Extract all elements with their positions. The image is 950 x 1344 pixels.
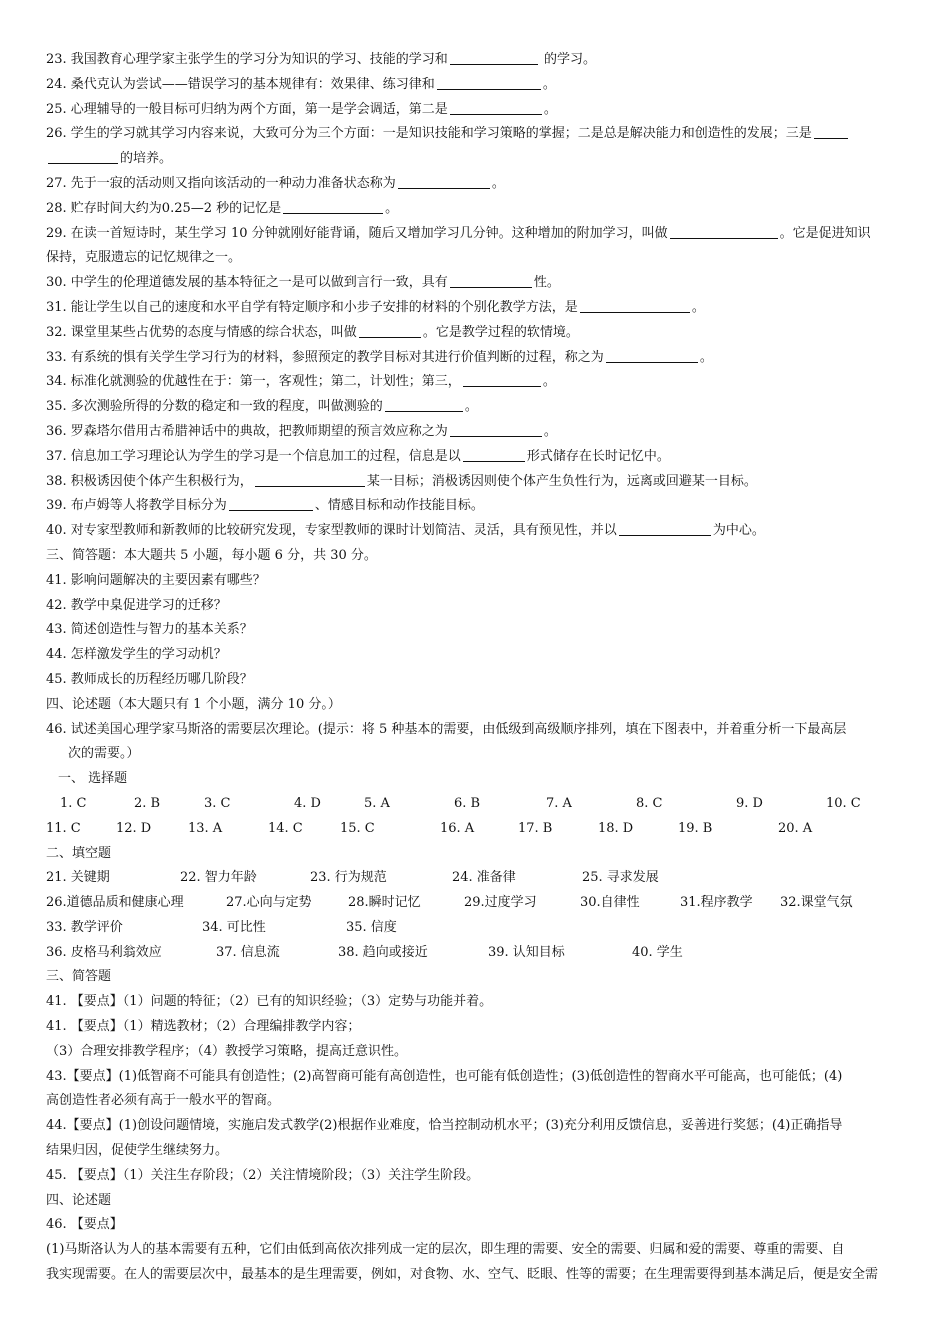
fill-answer: 25. 寻求发展 (582, 870, 659, 886)
section-title-essay: 四、论述题（本大题只有 1 个小题，满分 10 分。） (46, 696, 341, 712)
fill-answer: 37. 信息流 (216, 944, 280, 960)
fill-question-line (46, 519, 904, 544)
answer-blank (48, 149, 118, 164)
fill-answer: 40. 学生 (632, 944, 683, 960)
choice-answer: 6. B (454, 795, 481, 811)
answer-blank (359, 323, 421, 338)
choice-answer: 17. B (518, 820, 553, 836)
choice-answer: 8. C (636, 795, 663, 811)
fill-answer: 23. 行为规范 (310, 870, 387, 886)
answer-blank (463, 372, 541, 387)
answer-blank (450, 422, 542, 437)
fill-answer: 34. 可比性 (202, 919, 266, 935)
fill-answers-row-3 (46, 916, 904, 941)
question-text-suffix: 。 (542, 374, 556, 390)
answer-blank (229, 496, 313, 511)
fill-answer: 30.自律性 (580, 895, 640, 911)
choice-answer: 20. A (778, 820, 813, 836)
fill-question-line (46, 420, 904, 445)
choice-answer: 14. C (268, 820, 303, 836)
question-text-suffix: 。 (491, 175, 505, 191)
fill-question-line (46, 172, 904, 197)
choice-answers-row-1 (46, 792, 904, 817)
answer-section-fill-title: 二、填空题 (46, 845, 112, 861)
fill-in-questions (46, 48, 904, 544)
question-text-suffix: 。它是教学过程的软情境。 (422, 324, 579, 340)
fill-question-line (46, 370, 904, 395)
answer-blank (450, 50, 538, 65)
fill-question-line (46, 395, 904, 420)
choice-answer: 5. A (364, 795, 390, 811)
question-text-suffix: 形式储存在长时记忆中。 (526, 448, 670, 464)
question-text-suffix: 、情感目标和动作技能目标。 (314, 498, 484, 514)
question-text-suffix: 某一目标；消极诱因则使个体产生负性行为，远离或回避某一目标。 (366, 473, 757, 489)
question-text-suffix: 。 (691, 299, 705, 315)
question-text: 26. 学生的学习就其学习内容来说，大致可分为三个方面：一是知识技能和学习策略的掌握；二是总是解决能力和创造性的发展；三是 (46, 126, 812, 142)
question-text: 34. 标准化就测验的优越性在于：第一，客观性；第二，计划性；第三， (46, 374, 461, 390)
question-text-suffix: 。 (542, 76, 556, 92)
choice-answer: 15. C (340, 820, 375, 836)
answer-blank (450, 273, 532, 288)
choice-answer: 4. D (294, 795, 321, 811)
question-text-suffix: 。它是促进知识 (779, 225, 871, 241)
question-text-suffix: 为中心。 (712, 523, 765, 539)
short-question: 44. 怎样激发学生的学习动机？ (46, 647, 227, 663)
answer-44-line-2: 结果归因，促使学生继续努力。 (46, 1143, 229, 1159)
fill-answer: 21. 关键期 (46, 870, 110, 886)
fill-question-line (46, 197, 904, 222)
choice-answer: 13. A (188, 820, 223, 836)
question-text-suffix: 的学习。 (539, 52, 596, 67)
answer-blank (463, 447, 525, 462)
fill-question-line (46, 73, 904, 98)
choice-answer: 19. B (678, 820, 713, 836)
answer-blank (385, 397, 463, 412)
answer-45: 45. 【要点】（1）关注生存阶段；（2）关注情境阶段；（3）关注学生阶段。 (46, 1167, 480, 1183)
fill-answer: 24. 准备律 (452, 870, 516, 886)
essay-question-line: 次的需要。） (68, 746, 140, 762)
question-text: 27. 先于一寂的活动则又指向该活动的一种动力准备状态称为 (46, 175, 396, 191)
fill-answer: 32.课堂气氛 (780, 895, 853, 911)
question-text: 28. 贮存时间大约为0.25—2 秒的记忆是 (46, 200, 282, 216)
answer-42-line-1: 41. 【要点】（1）精选教材；（2）合理编排教学内容； (46, 1019, 361, 1035)
answer-42-line-2: （3）合理安排教学程序；（4）教授学习策略，提高迁意识性。 (46, 1043, 408, 1059)
question-text-suffix: 。 (543, 101, 557, 117)
fill-question-line (46, 271, 904, 296)
choice-answer: 9. D (736, 795, 763, 811)
question-text: 39. 布卢姆等人将教学目标分为 (46, 498, 227, 514)
question-text-suffix: 。 (385, 200, 399, 216)
answer-blank (814, 124, 848, 139)
question-text: 29. 在读一首短诗时，某生学习 10 分钟就刚好能背诵，随后又增加学习几分钟。这种增加的附加学习，叫做 (46, 225, 668, 241)
fill-question-line (46, 296, 904, 321)
fill-answer: 31.程序教学 (680, 895, 753, 911)
question-text-suffix: 。 (464, 399, 478, 415)
answer-section-choice-title: 一、 选择题 (58, 771, 128, 787)
question-text-suffix: 。 (699, 349, 713, 365)
fill-question-line (46, 98, 904, 123)
fill-question-line (46, 346, 904, 371)
fill-answer: 36. 皮格马利翁效应 (46, 944, 162, 960)
fill-question-line (46, 494, 904, 519)
fill-question-line (46, 147, 904, 172)
fill-answer: 29.过度学习 (464, 895, 537, 911)
question-text: 40. 对专家型教师和新教师的比较研究发现，专家型教师的课时计划简洁、灵活，具有预见性，并以 (46, 523, 617, 539)
fill-answer: 26.道德品质和健康心理 (46, 895, 184, 911)
answer-46-line-2: 我实现需要。在人的需要层次中，最基本的是生理需要，例如，对食物、水、空气、眨眼、性等的需要；在生理需要得到基本满足后，便是安全需 (46, 1267, 879, 1283)
answer-43-line-1: 43.【要点】(1)低智商不可能具有创造性；(2)高智商可能有高创造性，也可能有低创造性；(3)低创造性的智商水平可能高，也可能低；(4) (46, 1068, 843, 1084)
fill-answer: 39. 认知目标 (488, 944, 565, 960)
fill-answer: 33. 教学评价 (46, 919, 123, 935)
answer-blank (580, 298, 690, 313)
question-text: 38. 积极诱因使个体产生积极行为， (46, 473, 253, 489)
fill-answer: 28.瞬时记忆 (348, 895, 421, 911)
answer-46-head: 46. 【要点】 (46, 1217, 123, 1233)
essay-question-line: 46. 试述美国心理学家马斯洛的需要层次理论。(提示：将 5 种基本的需要，由低级到高级顺序排列，填在下图表中，并着重分析一下最高层 (46, 721, 847, 737)
answer-43-line-2: 高创造性者必须有高于一般水平的智商。 (46, 1093, 281, 1109)
question-text: 24. 桑代克认为尝试——错误学习的基本规律有：效果律、练习律和 (46, 76, 435, 92)
answer-blank (437, 75, 541, 90)
choice-answer: 16. A (440, 820, 475, 836)
answer-section-short-title: 三、简答题 (46, 969, 112, 985)
answer-blank (619, 521, 711, 536)
fill-answers-row-4 (46, 941, 904, 966)
fill-answer: 35. 信度 (346, 919, 397, 935)
fill-answer: 22. 智力年龄 (180, 870, 257, 886)
answer-section-essay-title: 四、论述题 (46, 1192, 112, 1208)
fill-question-line (46, 48, 904, 73)
question-text-suffix: 的培养。 (120, 151, 173, 167)
fill-answer: 38. 趋向或接近 (338, 944, 428, 960)
choice-answer: 7. A (546, 795, 572, 811)
answer-46-line-1: (1)马斯洛认为人的基本需要有五种，它们由低到高依次排列成一定的层次，即生理的需要、安全的需要、归属和爱的需要、尊重的需要、自 (46, 1242, 845, 1258)
choice-answer: 10. C (826, 795, 861, 811)
question-text: 36. 罗森塔尔借用古希腊神话中的典故，把教师期望的预言效应称之为 (46, 423, 448, 439)
fill-question-line (46, 445, 904, 470)
fill-question-line (46, 321, 904, 346)
fill-question-line (46, 470, 904, 495)
short-question: 43. 简述创造性与智力的基本关系？ (46, 622, 253, 638)
short-question: 42. 教学中臬促进学习的迁移？ (46, 597, 227, 613)
choice-answer: 11. C (46, 820, 81, 836)
choice-answer: 1. C (60, 795, 87, 811)
choice-answer: 12. D (116, 820, 152, 836)
short-question: 45. 教师成长的历程经历哪几阶段？ (46, 671, 253, 687)
question-text: 23. 我国教育心理学家主张学生的学习分为知识的学习、技能的学习和 (46, 52, 448, 67)
section-title-short-answer: 三、简答题：本大题共 5 小题，每小题 6 分，共 30 分。 (46, 547, 377, 563)
answer-blank (606, 348, 698, 363)
fill-answers-row-2 (46, 891, 904, 916)
question-text: 32. 课堂里某些占优势的态度与情感的综合状态，叫做 (46, 324, 357, 340)
fill-question-line (46, 122, 904, 147)
question-text-suffix: 性。 (533, 275, 560, 291)
answer-blank (450, 100, 542, 115)
answer-blank (398, 174, 490, 189)
answer-41: 41. 【要点】（1）问题的特征；（2）已有的知识经验；（3）定势与功能并着。 (46, 994, 493, 1010)
question-text: 33. 有系统的惧有关学生学习行为的材料，参照预定的教学目标对其进行价值判断的过程，称之为 (46, 349, 604, 365)
question-text-suffix: 。 (543, 423, 557, 439)
question-text: 保持，克服遗忘的记忆规律之一。 (46, 250, 242, 266)
answer-blank (670, 224, 778, 239)
answer-44-line-1: 44.【要点】(1)创设问题情境，实施启发式教学(2)根据作业难度，恰当控制动机水平；(3)充分利用反馈信息，妥善进行奖惩；(4)正确指导 (46, 1118, 843, 1134)
fill-question-line (46, 246, 904, 271)
short-question: 41. 影响问题解决的主要因素有哪些？ (46, 572, 266, 588)
choice-answer: 18. D (598, 820, 634, 836)
answer-blank (255, 472, 365, 487)
fill-answer: 27.心向与定势 (226, 895, 312, 911)
fill-answers-row-1 (46, 866, 904, 891)
choice-answers-row-2 (46, 817, 904, 842)
question-text: 30. 中学生的伦理道德发展的基本特征之一是可以做到言行一致，具有 (46, 275, 448, 291)
question-text: 37. 信息加工学习理论认为学生的学习是一个信息加工的过程，信息是以 (46, 448, 461, 464)
choice-answer: 2. B (134, 795, 161, 811)
fill-question-line (46, 222, 904, 247)
question-text: 25. 心理辅导的一般目标可归纳为两个方面，第一是学会调适，第二是 (46, 101, 448, 117)
question-text: 31. 能让学生以自己的速度和水平自学有特定顺序和小步子安排的材料的个别化教学方法，是 (46, 299, 578, 315)
question-text: 35. 多次测验所得的分数的稳定和一致的程度，叫做测验的 (46, 399, 383, 415)
choice-answer: 3. C (204, 795, 231, 811)
answer-blank (283, 199, 383, 214)
